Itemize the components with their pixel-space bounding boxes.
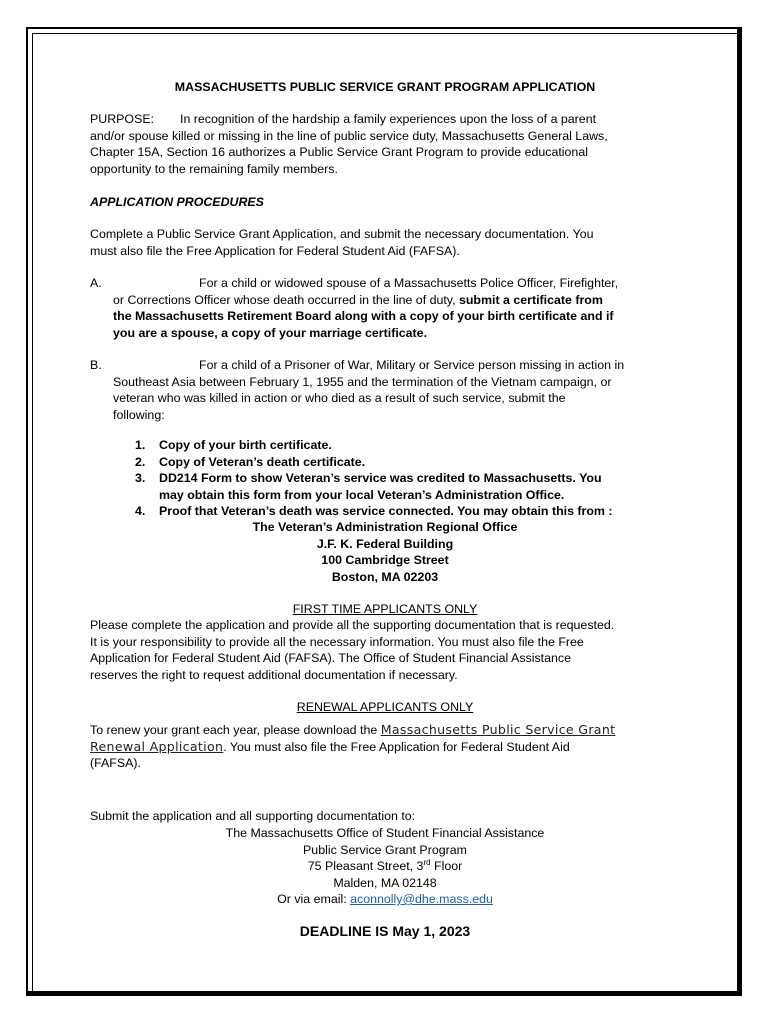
renewal-paragraph	[90, 722, 690, 772]
procedures-heading: APPLICATION PROCEDURES	[90, 195, 264, 209]
submit-intro: Submit the application and all supporting documentation to:	[90, 809, 416, 823]
renewal-text: . You must also file the Free Application for Federal Student Aid	[223, 739, 570, 754]
submission-program: Public Service Grant Program	[303, 842, 467, 857]
purpose-line: Chapter 15A, Section 16 authorizes a Public Service Grant Program to provide educational	[90, 145, 588, 159]
item-b-line: following:	[113, 407, 165, 422]
requirements-list	[135, 437, 675, 520]
document-title: MASSACHUSETTS PUBLIC SERVICE GRANT PROGRAM APPLICATION	[174, 80, 596, 94]
first-time-line: Please complete the application and provide all the supporting documentation that is requested.	[90, 618, 615, 632]
list-item-text: DD214 Form to show Veteran’s service was credited to Massachusetts. You	[159, 471, 602, 485]
procedures-line: Complete a Public Service Grant Application, and submit the necessary documentation. You	[90, 227, 594, 241]
item-b-line: Southeast Asia between February 1, 1955 and the termination of the Vietnam campaign, or	[113, 374, 612, 389]
list-item	[135, 503, 675, 520]
va-office-name: The Veteran’s Administration Regional Office	[252, 520, 518, 534]
item-a-marker: A.	[90, 276, 102, 290]
purpose-line: and/or spouse killed or missing in the line of public service duty, Massachusetts General Laws,	[90, 128, 608, 143]
list-item-number: 2.	[135, 454, 146, 469]
purpose-paragraph	[90, 111, 690, 177]
first-time-paragraph	[90, 617, 685, 683]
list-item-text: may obtain this form from your local Veteran’s Administration Office.	[159, 487, 565, 502]
purpose-line: opportunity to the remaining family members.	[90, 161, 338, 176]
procedures-line: must also file the Free Application for Federal Student Aid (FAFSA).	[90, 243, 460, 258]
va-office-street: 100 Cambridge Street	[321, 553, 449, 567]
street-text: Floor	[430, 859, 463, 873]
va-office-city: Boston, MA 02203	[331, 569, 439, 584]
va-office-building: J.F. K. Federal Building	[316, 536, 454, 551]
renewal-heading: RENEWAL APPLICANTS ONLY	[296, 700, 474, 714]
renewal-application-link[interactable]: Renewal Application	[90, 738, 224, 754]
item-a-bold-line: the Massachusetts Retirement Board along with a copy of your birth certificate and if	[113, 309, 614, 323]
renewal-intro: To renew your grant each year, please download the	[90, 723, 381, 737]
item-b-marker: B.	[90, 358, 102, 372]
purpose-line: In recognition of the hardship a family experiences upon the loss of a parent	[180, 112, 597, 126]
item-a-bold-text: submit a certificate from	[458, 292, 603, 307]
street-superscript: rd	[423, 857, 431, 867]
item-b	[90, 357, 680, 423]
procedures-paragraph	[90, 226, 690, 259]
deadline: DEADLINE IS May 1, 2023	[299, 923, 471, 939]
renewal-text: (FAFSA).	[90, 756, 141, 770]
item-a	[90, 275, 680, 341]
item-a-bold-line: you are a spouse, a copy of your marriage certificate.	[113, 325, 428, 340]
submission-address	[90, 825, 680, 908]
street-text: 75 Pleasant Street, 3	[307, 859, 424, 873]
list-item-number: 3.	[135, 471, 146, 485]
first-time-heading: FIRST TIME APPLICANTS ONLY	[292, 602, 478, 616]
list-item-number: 4.	[135, 504, 146, 518]
item-a-line: or Corrections Officer whose death occurred in the line of duty,	[113, 292, 459, 307]
first-time-line: reserves the right to request additional documentation if necessary.	[90, 667, 458, 682]
item-b-line: veteran who was killed in action or who died as a result of such service, submit the	[113, 391, 566, 405]
list-item-text: Copy of your birth certificate.	[159, 438, 332, 452]
submission-street	[90, 858, 680, 875]
submission-city: Malden, MA 02148	[333, 875, 437, 890]
list-item	[135, 437, 675, 454]
email-prefix: Or via email:	[277, 892, 351, 906]
list-item-text: Proof that Veteran’s death was service connected. You may obtain this from :	[159, 504, 613, 518]
first-time-line: Application for Federal Student Aid (FAFSA). The Office of Student Financial Assistance	[90, 651, 571, 665]
renewal-application-link[interactable]: Massachusetts Public Service Grant	[380, 722, 616, 737]
purpose-label: PURPOSE:	[90, 112, 155, 126]
list-item-number: 1.	[135, 438, 146, 452]
item-a-line: For a child or widowed spouse of a Massachusetts Police Officer, Firefighter,	[199, 276, 619, 290]
submission-office: The Massachusetts Office of Student Financial Assistance	[225, 826, 545, 840]
email-link[interactable]: aconnolly@dhe.mass.edu	[350, 892, 493, 906]
first-time-line: It is your responsibility to provide all the necessary information. You must also file the Free	[90, 634, 584, 649]
item-b-line: For a child of a Prisoner of War, Military or Service person missing in action in	[199, 358, 625, 372]
list-item-text: Copy of Veteran’s death certificate.	[159, 454, 366, 469]
list-item	[135, 470, 675, 503]
va-office-address	[90, 519, 680, 585]
list-item	[135, 454, 675, 471]
